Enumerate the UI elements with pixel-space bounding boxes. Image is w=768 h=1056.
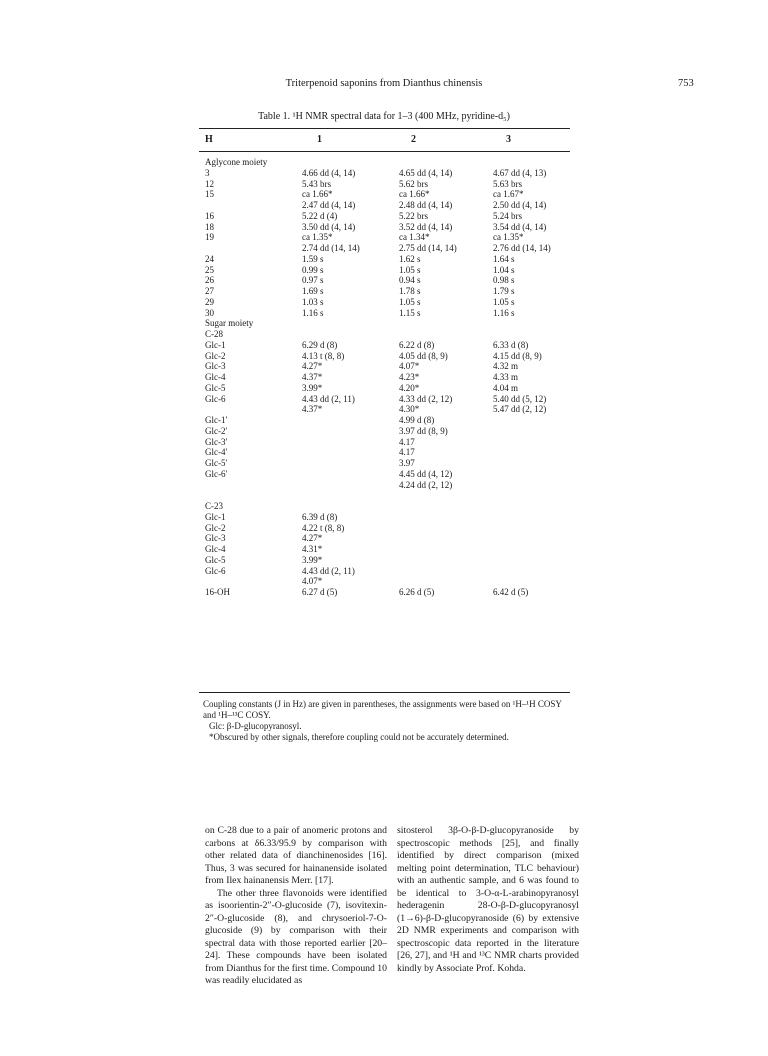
table-row bbox=[0, 426, 768, 436]
shift-value-cell: 5.47 dd (2, 12) bbox=[493, 404, 547, 415]
table-row bbox=[0, 157, 768, 167]
table-row bbox=[0, 318, 768, 328]
table-row bbox=[0, 437, 768, 447]
proton-label-cell: Glc-2 bbox=[205, 522, 226, 533]
proton-label-cell: Glc-2 bbox=[205, 350, 226, 361]
table-row bbox=[0, 361, 768, 371]
shift-value-cell: 4.99 d (8) bbox=[399, 415, 435, 425]
column-header-2: 2 bbox=[411, 134, 416, 145]
shift-value-cell: 1.16 s bbox=[493, 307, 515, 318]
table-row bbox=[0, 587, 768, 597]
shift-value-cell: 4.33 dd (2, 12) bbox=[399, 393, 453, 404]
shift-value-cell: ca 1.34* bbox=[399, 232, 430, 243]
proton-label-cell: 24 bbox=[205, 253, 214, 264]
shift-value-cell: 5.40 dd (5, 12) bbox=[493, 393, 547, 404]
proton-label-cell: 12 bbox=[205, 178, 214, 189]
table-row bbox=[0, 415, 768, 425]
proton-label-cell: Glc-4′ bbox=[205, 447, 228, 458]
proton-label-cell: Glc-4 bbox=[205, 372, 226, 382]
shift-value-cell: 3.97 dd (8, 9) bbox=[399, 425, 448, 436]
shift-value-cell: 1.78 s bbox=[399, 286, 421, 296]
shift-value-cell: 0.97 s bbox=[302, 275, 324, 286]
shift-value-cell: ca 1.67* bbox=[493, 189, 524, 200]
proton-label-cell: Glc-6′ bbox=[205, 468, 228, 479]
shift-value-cell: 2.47 dd (4, 14) bbox=[302, 200, 356, 210]
shift-value-cell: 4.15 dd (8, 9) bbox=[493, 350, 542, 361]
table-top-rule bbox=[199, 128, 570, 129]
shift-value-cell: 6.22 d (8) bbox=[399, 339, 435, 350]
table-row bbox=[0, 211, 768, 221]
shift-value-cell: 4.23* bbox=[399, 372, 420, 382]
shift-value-cell: 6.33 d (8) bbox=[493, 339, 529, 350]
shift-value-cell: 4.07* bbox=[302, 576, 323, 587]
shift-value-cell: 5.63 brs bbox=[493, 178, 522, 189]
shift-value-cell: 4.33 m bbox=[493, 372, 519, 382]
running-title: Triterpenoid saponins from Dianthus chinensis bbox=[285, 78, 483, 89]
shift-value-cell: 1.03 s bbox=[302, 296, 324, 307]
proton-label-cell: Glc-1 bbox=[205, 339, 226, 350]
page-number: 753 bbox=[678, 78, 694, 89]
table-row bbox=[0, 222, 768, 232]
proton-label-cell: 30 bbox=[205, 307, 214, 318]
shift-value-cell: 4.20* bbox=[399, 382, 420, 393]
body-paragraph: on C-28 due to a pair of anomeric protons and carbons at δ6.33/95.9 by comparison with other related data of dianchinenosides [16]. Thus, 3 was secured for hainanenside isolated from Ilex hainanensis Merr. [17]. bbox=[205, 825, 387, 886]
shift-value-cell: ca 1.35* bbox=[493, 232, 524, 243]
shift-value-cell: 6.42 d (5) bbox=[493, 587, 529, 597]
table-row bbox=[0, 189, 768, 199]
shift-value-cell: 2.75 dd (14, 14) bbox=[399, 243, 457, 253]
proton-label-cell: 16 bbox=[205, 210, 214, 221]
shift-value-cell: 5.22 d (4) bbox=[302, 210, 338, 221]
shift-value-cell: 4.43 dd (2, 11) bbox=[302, 565, 355, 576]
proton-label-cell: Glc-3′ bbox=[205, 436, 228, 447]
shift-value-cell: 1.59 s bbox=[302, 253, 324, 264]
table-row bbox=[0, 523, 768, 533]
table-row bbox=[0, 286, 768, 296]
table-row bbox=[0, 265, 768, 275]
shift-value-cell: 6.29 d (8) bbox=[302, 339, 338, 350]
proton-label-cell: Sugar moiety bbox=[205, 318, 254, 329]
column-header-h: H bbox=[205, 134, 213, 145]
body-paragraph: The other three flavonoids were identified as isoorientin-2″-O-glucoside (7), isovitexin-2″-O-glucoside (8), and chrysoeriol-7-O-glucoside (9) by comparison with their spectral data with those reported earlier [20–24]. These compounds have been isolated from Dianthus for the first time. Compound 10 was readily elucidated as bbox=[205, 887, 387, 986]
column-header-3: 3 bbox=[506, 134, 511, 145]
shift-value-cell: 1.05 s bbox=[399, 296, 421, 307]
shift-value-cell: 4.67 dd (4, 13) bbox=[493, 167, 547, 178]
shift-value-cell: 3.50 dd (4, 14) bbox=[302, 221, 356, 232]
shift-value-cell: 1.04 s bbox=[493, 264, 515, 275]
table-row bbox=[0, 243, 768, 253]
proton-label-cell: 3 bbox=[205, 167, 210, 178]
shift-value-cell: 4.13 t (8, 8) bbox=[302, 350, 345, 361]
proton-label-cell: 26 bbox=[205, 275, 214, 286]
shift-value-cell: 5.62 brs bbox=[399, 178, 428, 189]
proton-label-cell: Glc-1′ bbox=[205, 415, 228, 425]
table-row bbox=[0, 168, 768, 178]
table-row bbox=[0, 297, 768, 307]
proton-label-cell: Aglycone moiety bbox=[205, 157, 268, 167]
table-row bbox=[0, 576, 768, 586]
shift-value-cell: 5.22 brs bbox=[399, 210, 428, 221]
shift-value-cell: 3.99* bbox=[302, 554, 323, 565]
proton-label-cell: C-23 bbox=[205, 501, 223, 511]
table-row bbox=[0, 200, 768, 210]
body-column-left bbox=[205, 825, 387, 988]
footnote-glc: Glc: β-D-glucopyranosyl. bbox=[209, 721, 302, 731]
table-row bbox=[0, 179, 768, 189]
column-header-1: 1 bbox=[317, 134, 322, 145]
table-row bbox=[0, 404, 768, 414]
shift-value-cell: 1.16 s bbox=[302, 307, 324, 318]
shift-value-cell: 2.76 dd (14, 14) bbox=[493, 243, 551, 253]
table-row bbox=[0, 566, 768, 576]
proton-label-cell: C-28 bbox=[205, 329, 223, 339]
shift-value-cell: 0.98 s bbox=[493, 275, 515, 286]
table-row bbox=[0, 254, 768, 264]
shift-value-cell: 4.32 m bbox=[493, 361, 519, 372]
shift-value-cell: 2.50 dd (4, 14) bbox=[493, 200, 547, 210]
shift-value-cell: 6.27 d (5) bbox=[302, 587, 338, 597]
proton-label-cell: Glc-4 bbox=[205, 544, 226, 554]
shift-value-cell: 3.99* bbox=[302, 382, 323, 393]
table-row bbox=[0, 469, 768, 479]
table-row bbox=[0, 383, 768, 393]
body-paragraph: sitosterol 3β-O-β-D-glucopyranoside by spectroscopic methods [25], and finally identified by direct comparison (mixed melting point determination, TLC behaviour) with an authentic sample, and 6 was found to be identical to 3-O-α-L-arabinopyranosyl hederagenin 28-O-β-D-glucopyranosyl (1→6)-β-D-glucopyranoside (6) by extensive 2D NMR experiments and comparison with spectroscopic data reported in the literature [26, 27], and ¹H and ¹³C NMR charts provided kindly by Associate Prof. Kohda. bbox=[397, 825, 579, 974]
shift-value-cell: 0.94 s bbox=[399, 275, 421, 286]
proton-label-cell: Glc-3 bbox=[205, 361, 226, 372]
shift-value-cell: 1.79 s bbox=[493, 286, 515, 296]
table-row bbox=[0, 275, 768, 285]
table-footnotes bbox=[203, 699, 573, 743]
shift-value-cell: 4.24 dd (2, 12) bbox=[399, 479, 453, 490]
shift-value-cell: 3.54 dd (4, 14) bbox=[493, 221, 547, 232]
table-row bbox=[0, 458, 768, 468]
shift-value-cell: 2.74 dd (14, 14) bbox=[302, 243, 360, 253]
proton-label-cell: Glc-1 bbox=[205, 511, 226, 522]
proton-label-cell: Glc-5 bbox=[205, 554, 226, 565]
table-row bbox=[0, 340, 768, 350]
proton-label-cell: 25 bbox=[205, 264, 214, 275]
table-row bbox=[0, 544, 768, 554]
shift-value-cell: 1.62 s bbox=[399, 253, 421, 264]
table-row bbox=[0, 394, 768, 404]
shift-value-cell: 1.15 s bbox=[399, 307, 421, 318]
shift-value-cell: ca 1.66* bbox=[302, 189, 333, 200]
footnote-obscured: *Obscured by other signals, therefore coupling could not be accurately determined. bbox=[209, 732, 509, 742]
proton-label-cell: Glc-5 bbox=[205, 382, 226, 393]
shift-value-cell: 4.37* bbox=[302, 404, 323, 415]
proton-label-cell: Glc-6 bbox=[205, 393, 226, 404]
shift-value-cell: 0.99 s bbox=[302, 264, 324, 275]
proton-label-cell: 18 bbox=[205, 221, 214, 232]
table-row bbox=[0, 555, 768, 565]
shift-value-cell: 4.04 m bbox=[493, 382, 519, 393]
footnote-coupling: Coupling constants (J in Hz) are given in parentheses, the assignments were based on ¹H–¹H COSY and ¹H–¹³C COSY. bbox=[203, 699, 562, 720]
proton-label-cell: 27 bbox=[205, 286, 214, 296]
shift-value-cell: 4.22 t (8, 8) bbox=[302, 522, 345, 533]
table-row bbox=[0, 232, 768, 242]
shift-value-cell: 5.43 brs bbox=[302, 178, 331, 189]
shift-value-cell: 2.48 dd (4, 14) bbox=[399, 200, 453, 210]
shift-value-cell: ca 1.35* bbox=[302, 232, 333, 243]
shift-value-cell: 1.05 s bbox=[493, 296, 515, 307]
shift-value-cell: 1.64 s bbox=[493, 253, 515, 264]
shift-value-cell: 4.05 dd (8, 9) bbox=[399, 350, 448, 361]
shift-value-cell: 4.31* bbox=[302, 544, 323, 554]
shift-value-cell: 6.39 d (8) bbox=[302, 511, 338, 522]
table-row bbox=[0, 501, 768, 511]
shift-value-cell: 4.17 bbox=[399, 436, 415, 447]
proton-label-cell: Glc-2′ bbox=[205, 425, 228, 436]
body-column-right bbox=[397, 825, 579, 975]
proton-label-cell: Glc-6 bbox=[205, 565, 226, 576]
proton-label-cell: Glc-3 bbox=[205, 533, 226, 544]
shift-value-cell: 1.69 s bbox=[302, 286, 324, 296]
shift-value-cell: 5.24 brs bbox=[493, 210, 522, 221]
table-row bbox=[0, 372, 768, 382]
table-row bbox=[0, 480, 768, 490]
shift-value-cell: 4.65 dd (4, 14) bbox=[399, 167, 453, 178]
table-row bbox=[0, 533, 768, 543]
table-bottom-rule bbox=[199, 692, 570, 693]
shift-value-cell: 4.66 dd (4, 14) bbox=[302, 167, 356, 178]
proton-label-cell: 15 bbox=[205, 189, 214, 200]
shift-value-cell: 6.26 d (5) bbox=[399, 587, 435, 597]
table-header-row bbox=[0, 134, 768, 148]
proton-label-cell: Glc-5′ bbox=[205, 458, 228, 468]
shift-value-cell: 4.37* bbox=[302, 372, 323, 382]
shift-value-cell: ca 1.66* bbox=[399, 189, 430, 200]
table-row bbox=[0, 447, 768, 457]
shift-value-cell: 3.97 bbox=[399, 458, 415, 468]
table-row bbox=[0, 329, 768, 339]
table-row bbox=[0, 308, 768, 318]
proton-label-cell: 19 bbox=[205, 232, 214, 243]
proton-label-cell: 29 bbox=[205, 296, 214, 307]
shift-value-cell: 1.05 s bbox=[399, 264, 421, 275]
shift-value-cell: 4.17 bbox=[399, 447, 415, 458]
table-row bbox=[0, 490, 768, 500]
shift-value-cell: 4.27* bbox=[302, 533, 323, 544]
table-header-rule bbox=[199, 151, 570, 152]
proton-label-cell: 16-OH bbox=[205, 587, 230, 597]
shift-value-cell: 4.45 dd (4, 12) bbox=[399, 468, 453, 479]
shift-value-cell: 4.30* bbox=[399, 404, 420, 415]
shift-value-cell: 4.27* bbox=[302, 361, 323, 372]
table-row bbox=[0, 512, 768, 522]
shift-value-cell: 3.52 dd (4, 14) bbox=[399, 221, 453, 232]
shift-value-cell: 4.07* bbox=[399, 361, 420, 372]
table-row bbox=[0, 351, 768, 361]
table-caption: Table 1. ¹H NMR spectral data for 1–3 (400 MHz, pyridine-d₅) bbox=[258, 111, 510, 122]
shift-value-cell: 4.43 dd (2, 11) bbox=[302, 393, 355, 404]
